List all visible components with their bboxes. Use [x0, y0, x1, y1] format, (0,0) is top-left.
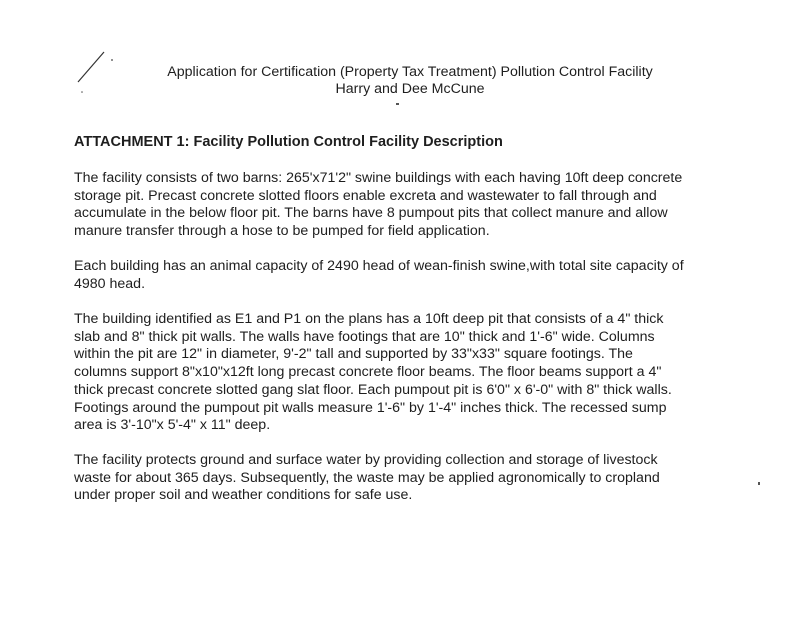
header-title: Application for Certification (Property Tax Treatment) Pollution Control Facility [167, 64, 653, 80]
paragraph-water-protection [74, 452, 754, 505]
text-line: The facility protects ground and surface water by providing collection and storage of livestock [74, 452, 658, 468]
text-line: manure transfer through a hose to be pumped for field application. [74, 223, 490, 240]
text-line: 4980 head. [74, 275, 146, 292]
text-line: The building identified as E1 and P1 on the plans has a 10ft deep pit that consists of a 4" thick [74, 311, 664, 327]
paragraph-facility-overview [74, 170, 754, 241]
paragraph-capacity [74, 258, 754, 293]
text-line: slab and 8" thick pit walls. The walls have footings that are 10" thick and 1'-6" wide. Columns [74, 328, 655, 345]
attachment-heading: ATTACHMENT 1: Facility Pollution Control Facility Description [74, 134, 503, 150]
text-line: under proper soil and weather conditions for safe use. [74, 487, 413, 504]
text-line: thick precast concrete slotted gang slat floor. Each pumpout pit is 6'0" x 6'-0" with 8" thick walls. [74, 381, 672, 398]
text-line: waste for about 365 days. Subsequently, the waste may be applied agronomically to cropland [74, 469, 660, 486]
paragraph-construction-details [74, 311, 754, 435]
text-line: storage pit. Precast concrete slotted floors enable excreta and wastewater to fall through and [74, 187, 657, 204]
text-line: Each building has an animal capacity of 2490 head of wean-finish swine,with total site capacity of [74, 258, 684, 274]
document-header [100, 64, 720, 98]
text-line: columns support 8"x10"x12ft long precast concrete floor beams. The floor beams support a 4" [74, 364, 662, 381]
text-line: Footings around the pumpout pit walls measure 1'-6" by 1'-4" inches thick. The recessed sump [74, 399, 667, 416]
text-line: accumulate in the below floor pit. The barns have 8 pumpout pits that collect manure and allow [74, 205, 668, 222]
scan-speck [396, 103, 399, 105]
text-line: area is 3'-10"x 5'-4" x 11" deep. [74, 417, 271, 434]
text-line: within the pit are 12" in diameter, 9'-2" tall and supported by 33"x33" square footings. The [74, 346, 633, 363]
scan-speck [758, 482, 760, 485]
header-owner-names: Harry and Dee McCune [335, 81, 485, 97]
text-line: The facility consists of two barns: 265'x71'2" swine buildings with each having 10ft deep concrete [74, 170, 683, 186]
